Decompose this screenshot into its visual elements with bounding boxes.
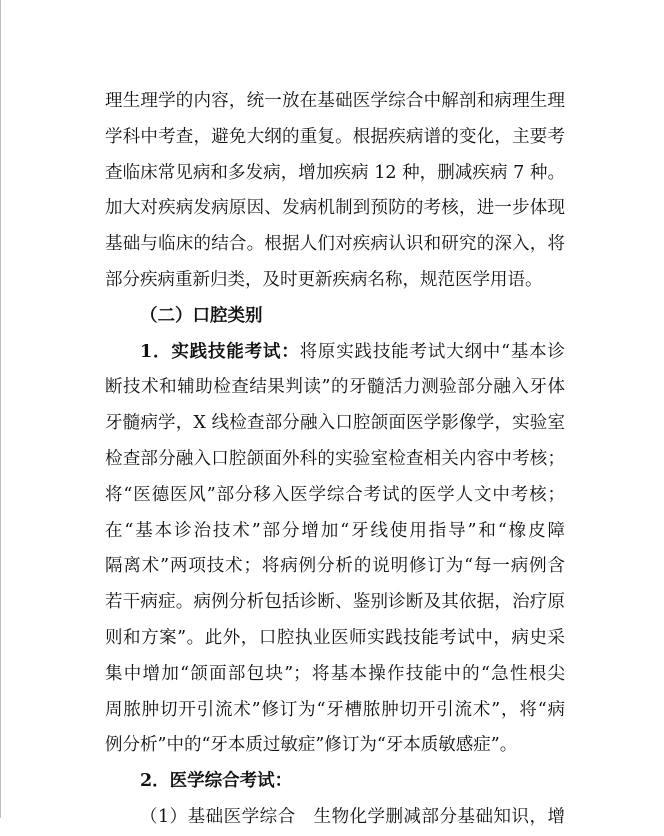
paragraph-line: 例分析”中的“牙本质过敏症”修订为“牙本质敏感症”。 (105, 735, 518, 756)
paragraph-line: 理生理学的内容，统一放在基础医学综合中解剖和病理生理 (105, 91, 565, 111)
item2-1-line: （1）基础医学综合 生物化学删减部分基础知识，增 (140, 806, 565, 827)
document-body (105, 84, 565, 836)
paragraph-line: 断技术和辅助检查结果判读”的牙髓活力测验部分融入牙体 (105, 377, 565, 398)
item2-heading: 2．医学综合考试： (140, 771, 293, 792)
item1-label: 1．实践技能考试： (140, 341, 300, 362)
paragraph-line: 若干病症。病例分析包括诊断、鉴别诊断及其依据，治疗原 (105, 592, 565, 613)
paragraph-line: 隔离术”两项技术；将病例分析的说明修订为“每一病例含 (105, 556, 565, 577)
paragraph-line: 基础与临床的结合。根据人们对疾病认识和研究的深入，将 (105, 234, 565, 255)
section-heading: （二）口腔类别 (140, 305, 263, 326)
paragraph-line: 部分疾病重新归类，及时更新疾病名称，规范医学用语。 (105, 269, 543, 290)
item1-first-line-text: 将原实践技能考试大纲中“基本诊 (299, 341, 565, 362)
paragraph-line: 在“基本诊治技术”部分增加“牙线使用指导”和“橡皮障 (105, 520, 565, 541)
paragraph-line: 学科中考查，避免大纲的重复。根据疾病谱的变化，主要考 (105, 126, 565, 147)
paragraph-line: 牙髓病学，X 线检查部分融入口腔颌面医学影像学，实验室 (105, 413, 565, 434)
paragraph-line: 则和方案”。此外，口腔执业医师实践技能考试中，病史采 (105, 627, 565, 648)
paragraph-line: 将“医德医风”部分移入医学综合考试的医学人文中考核； (105, 484, 565, 505)
paragraph-line: 集中增加“颌面部包块”；将基本操作技能中的“急性根尖 (105, 663, 565, 684)
item1-first-line (105, 335, 565, 371)
paragraph-line: 加大对疾病发病原因、发病机制到预防的考核，进一步体现 (105, 198, 565, 219)
paragraph-line: 查临床常见病和多发病，增加疾病 12 种，删减疾病 7 种。 (105, 162, 565, 183)
paragraph-line: 检查部分融入口腔颌面外科的实验室检查相关内容中考核； (105, 448, 565, 469)
paragraph-line: 周脓肿切开引流术”修订为“牙槽脓肿切开引流术”，将“病 (105, 699, 565, 720)
